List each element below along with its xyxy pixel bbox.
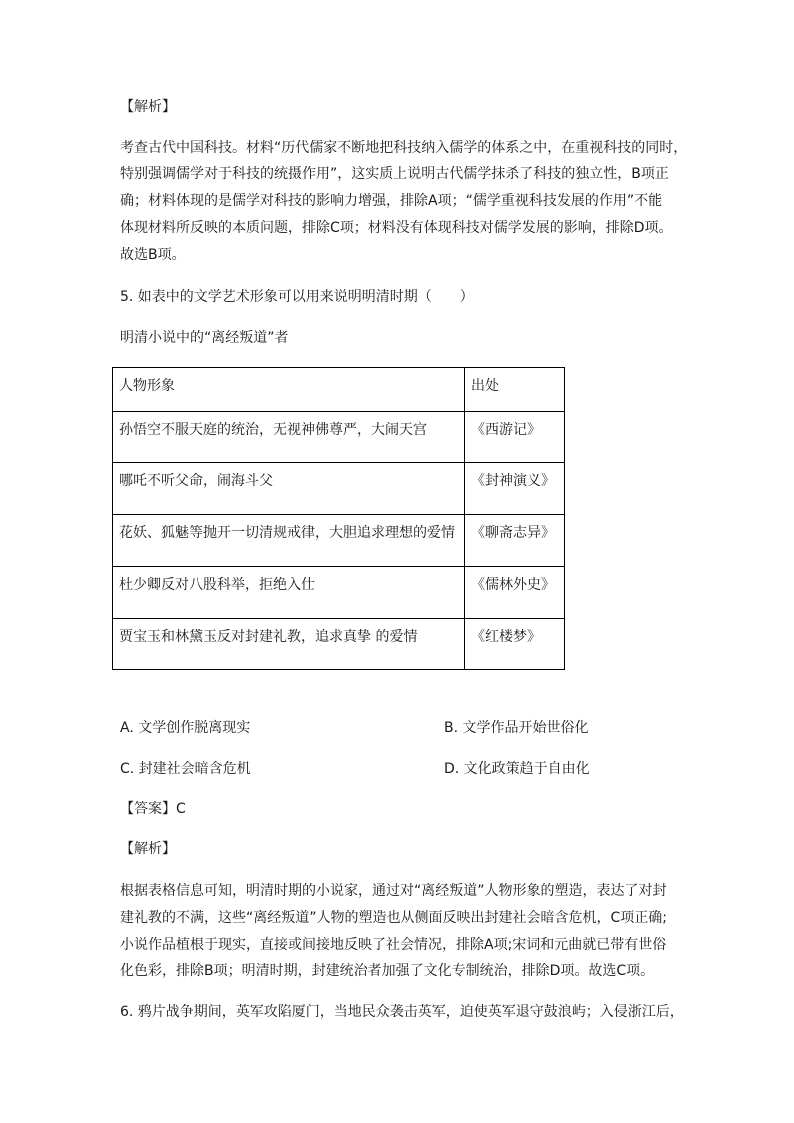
table-cell: 《儒林外史》 [465, 567, 565, 619]
table-cell: 《红楼梦》 [465, 619, 565, 670]
analysis-line: 特别强调儒学对于科技的统摄作用”，这实质上说明古代儒学抹杀了科技的独立性，B项正 [120, 166, 669, 182]
analysis-line: 体现材料所反映的本质问题，排除C项；材料没有体现科技对儒学发展的影响，排除D项。 [120, 220, 673, 236]
table-cell: 哪吒不听父命，闹海斗父 [113, 463, 465, 515]
analysis-heading-2: 【解析】 [120, 841, 176, 857]
table-row [113, 412, 565, 463]
table-cell: 花妖、狐魅等抛开一切清规戒律，大胆追求理想的爱情 [113, 515, 465, 567]
analysis-line: 根据表格信息可知，明清时期的小说家，通过对“离经叛道”人物形象的塑造，表达了对封 [120, 883, 667, 899]
table-cell: 孙悟空不服天庭的统治，无视神佛尊严，大闹天宫 [113, 412, 465, 463]
table-header-row [113, 368, 565, 412]
analysis-line: 小说作品植根于现实，直接或间接地反映了社会情况，排除A项;宋词和元曲就已带有世俗 [120, 937, 667, 953]
table-header-cell: 人物形象 [113, 368, 465, 412]
table-row [113, 567, 565, 619]
answer-line: 【答案】C [120, 801, 186, 817]
analysis-line: 确；材料体现的是儒学对科技的影响力增强，排除A项；“儒学重视科技发展的作用”不能 [120, 193, 663, 209]
analysis-line: 故选B项。 [120, 247, 186, 263]
question-6: 6. 鸦片战争期间，英军攻陷厦门，当地民众袭击英军，迫使英军退守鼓浪屿；入侵浙江后， [120, 1004, 684, 1020]
table-row [113, 515, 565, 567]
analysis-line: 建礼教的不满，这些“离经叛道”人物的塑造也从侧面反映出封建社会暗含危机，C项正确; [120, 910, 667, 926]
table-cell: 《西游记》 [465, 412, 565, 463]
table-row [113, 463, 565, 515]
table-header-cell: 出处 [465, 368, 565, 412]
table-row [113, 619, 565, 670]
character-table [112, 367, 565, 670]
option-b: B. 文学作品开始世俗化 [444, 720, 589, 736]
table-cell: 杜少卿反对八股科举，拒绝入仕 [113, 567, 465, 619]
table-cell: 《聊斋志异》 [465, 515, 565, 567]
analysis-line: 考查古代中国科技。材料“历代儒家不断地把科技纳入儒学的体系之中，在重视科技的同时， [120, 140, 688, 156]
table-cell: 《封神演义》 [465, 463, 565, 515]
question-5: 5. 如表中的文学艺术形象可以用来说明明清时期（ ） [120, 289, 474, 305]
option-a: A. 文学创作脱离现实 [120, 720, 251, 736]
analysis-heading-1: 【解析】 [120, 99, 176, 115]
table-caption: 明清小说中的“离经叛道”者 [120, 330, 289, 346]
table-cell: 贾宝玉和林黛玉反对封建礼教，追求真挚 的爱情 [113, 619, 465, 670]
option-c: C. 封建社会暗含危机 [120, 761, 251, 777]
option-d: D. 文化政策趋于自由化 [444, 761, 590, 777]
analysis-line: 化色彩，排除B项；明清时期，封建统治者加强了文化专制统治，排除D项。故选C项。 [120, 963, 655, 979]
